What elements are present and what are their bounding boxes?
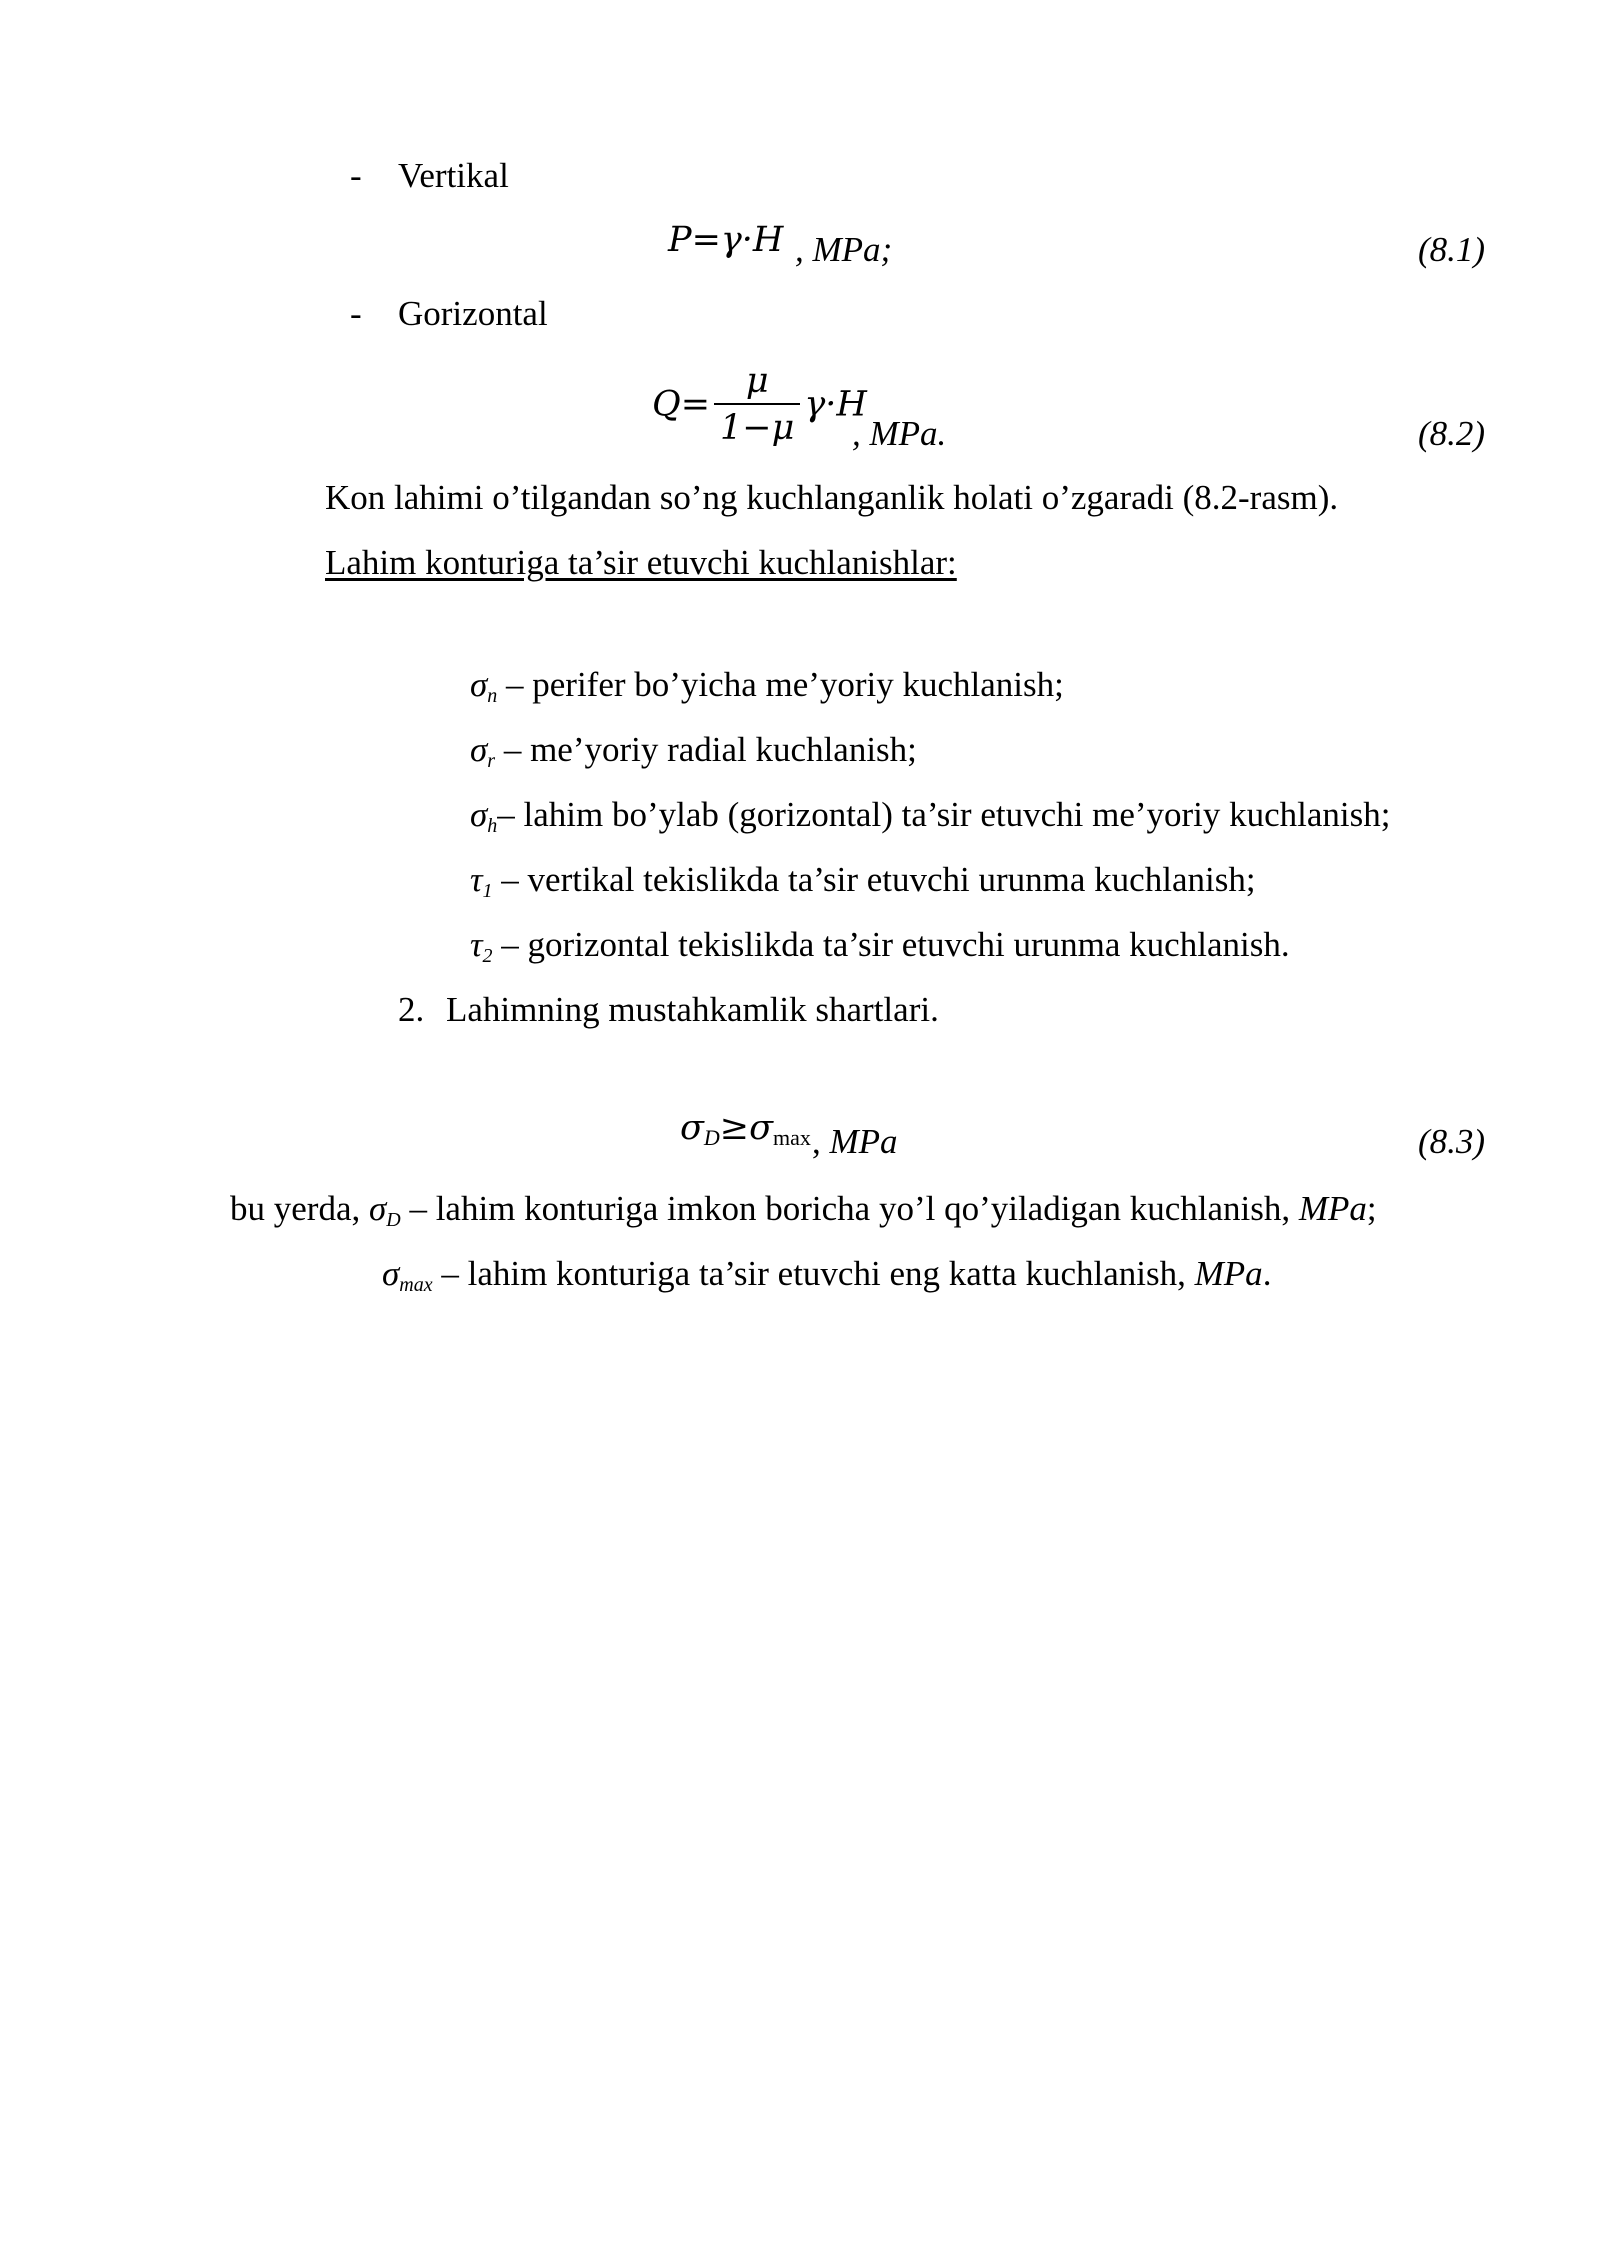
eq1-equals: = [691,220,721,260]
eq2-number: (8.2) [1418,414,1486,453]
definition-text: – vertikal tekislikda ta’sir etuvchi urunma kuchlanish; [492,860,1256,899]
eq2-equals: = [680,384,711,425]
list-item-gorizontal [350,294,548,333]
definition-symbol: τ [470,860,483,899]
where-unit: MPa [1298,1189,1367,1228]
paragraph-state-change: Kon lahimi o’tilgandan so’ng kuchlanganlik holati o’zgaradi (8.2-rasm). [325,478,1339,517]
where-line-1 [230,1191,1377,1230]
definition-text: – lahim bo’ylab (gorizontal) ta’sir etuvchi me’yoriy kuchlanish; [497,795,1391,834]
equation-8-3 [680,1110,811,1149]
section-2-heading [398,990,939,1029]
eq2-fraction [714,362,800,447]
where-line-2 [382,1256,1271,1295]
where-subscript: D [386,1209,401,1231]
definition-subscript: 1 [482,880,493,902]
eq3-rhs-subscript: max [773,1125,811,1150]
definition-text: – me’yoriy radial kuchlanish; [495,730,917,769]
list-item-vertikal [350,156,509,195]
definition-symbol: σ [470,665,488,704]
eq2-unit: , MPa. [852,414,947,453]
eq1-unit: , MPa; [795,230,893,269]
where-symbol: σ [368,1189,387,1228]
where-unit: MPa [1194,1254,1263,1293]
section-number: 2. [398,990,425,1029]
where-text: – lahim konturiga ta’sir etuvchi eng katta kuchlanish, [432,1254,1195,1293]
eq3-lhs-subscript: D [703,1125,720,1150]
section-title: Lahimning mustahkamlik shartlari. [446,990,939,1029]
definition-sigma-r [470,732,917,771]
definition-symbol: σ [470,730,488,769]
definition-text: – gorizontal tekislikda ta’sir etuvchi urunma kuchlanish. [492,925,1290,964]
definition-text: – perifer bo’yicha me’yoriy kuchlanish; [497,665,1064,704]
where-end: . [1262,1254,1272,1293]
eq1-number: (8.1) [1418,230,1486,269]
bullet-dash: - [350,156,362,195]
definition-sigma-h [470,797,1391,836]
eq2-lhs: Q [652,384,681,425]
eq3-unit [812,1124,898,1159]
eq3-rhs: σ [749,1108,774,1148]
definition-subscript: r [487,750,496,772]
where-end: ; [1366,1189,1377,1228]
eq3-unit-label: MPa [829,1122,898,1161]
definition-subscript: n [487,685,498,707]
definition-subscript: 2 [482,945,493,967]
item-label: Vertikal [398,156,509,195]
eq2-denominator: 1−μ [720,407,795,448]
eq2-rhs: γ·H [804,384,867,425]
where-symbol: σ [382,1254,400,1293]
eq1-lhs: P [668,220,692,260]
eq2-numerator: μ [714,362,800,405]
definition-sigma-n [470,667,1064,706]
bullet-dash: - [350,294,362,333]
definition-tau-2 [470,927,1290,966]
eq1-rhs: γ·H [720,220,784,260]
eq3-lhs: σ [680,1108,704,1148]
equation-8-2 [652,362,867,447]
item-label: Gorizontal [398,294,548,333]
eq3-operator: ≥ [719,1108,750,1148]
definition-tau-1 [470,862,1256,901]
eq3-number: (8.3) [1418,1122,1486,1161]
where-prefix: bu yerda, [230,1189,369,1228]
where-text: – lahim konturiga imkon boricha yo’l qo’yiladigan kuchlanish, [400,1189,1299,1228]
definition-symbol: σ [470,795,488,834]
eq3-unit-prefix: , [812,1122,830,1161]
subheading-stresses: Lahim konturiga ta’sir etuvchi kuchlanishlar: [325,543,957,582]
definition-subscript: h [487,815,498,837]
where-subscript: max [399,1274,433,1296]
equation-8-1 [668,222,783,258]
definition-symbol: τ [470,925,483,964]
